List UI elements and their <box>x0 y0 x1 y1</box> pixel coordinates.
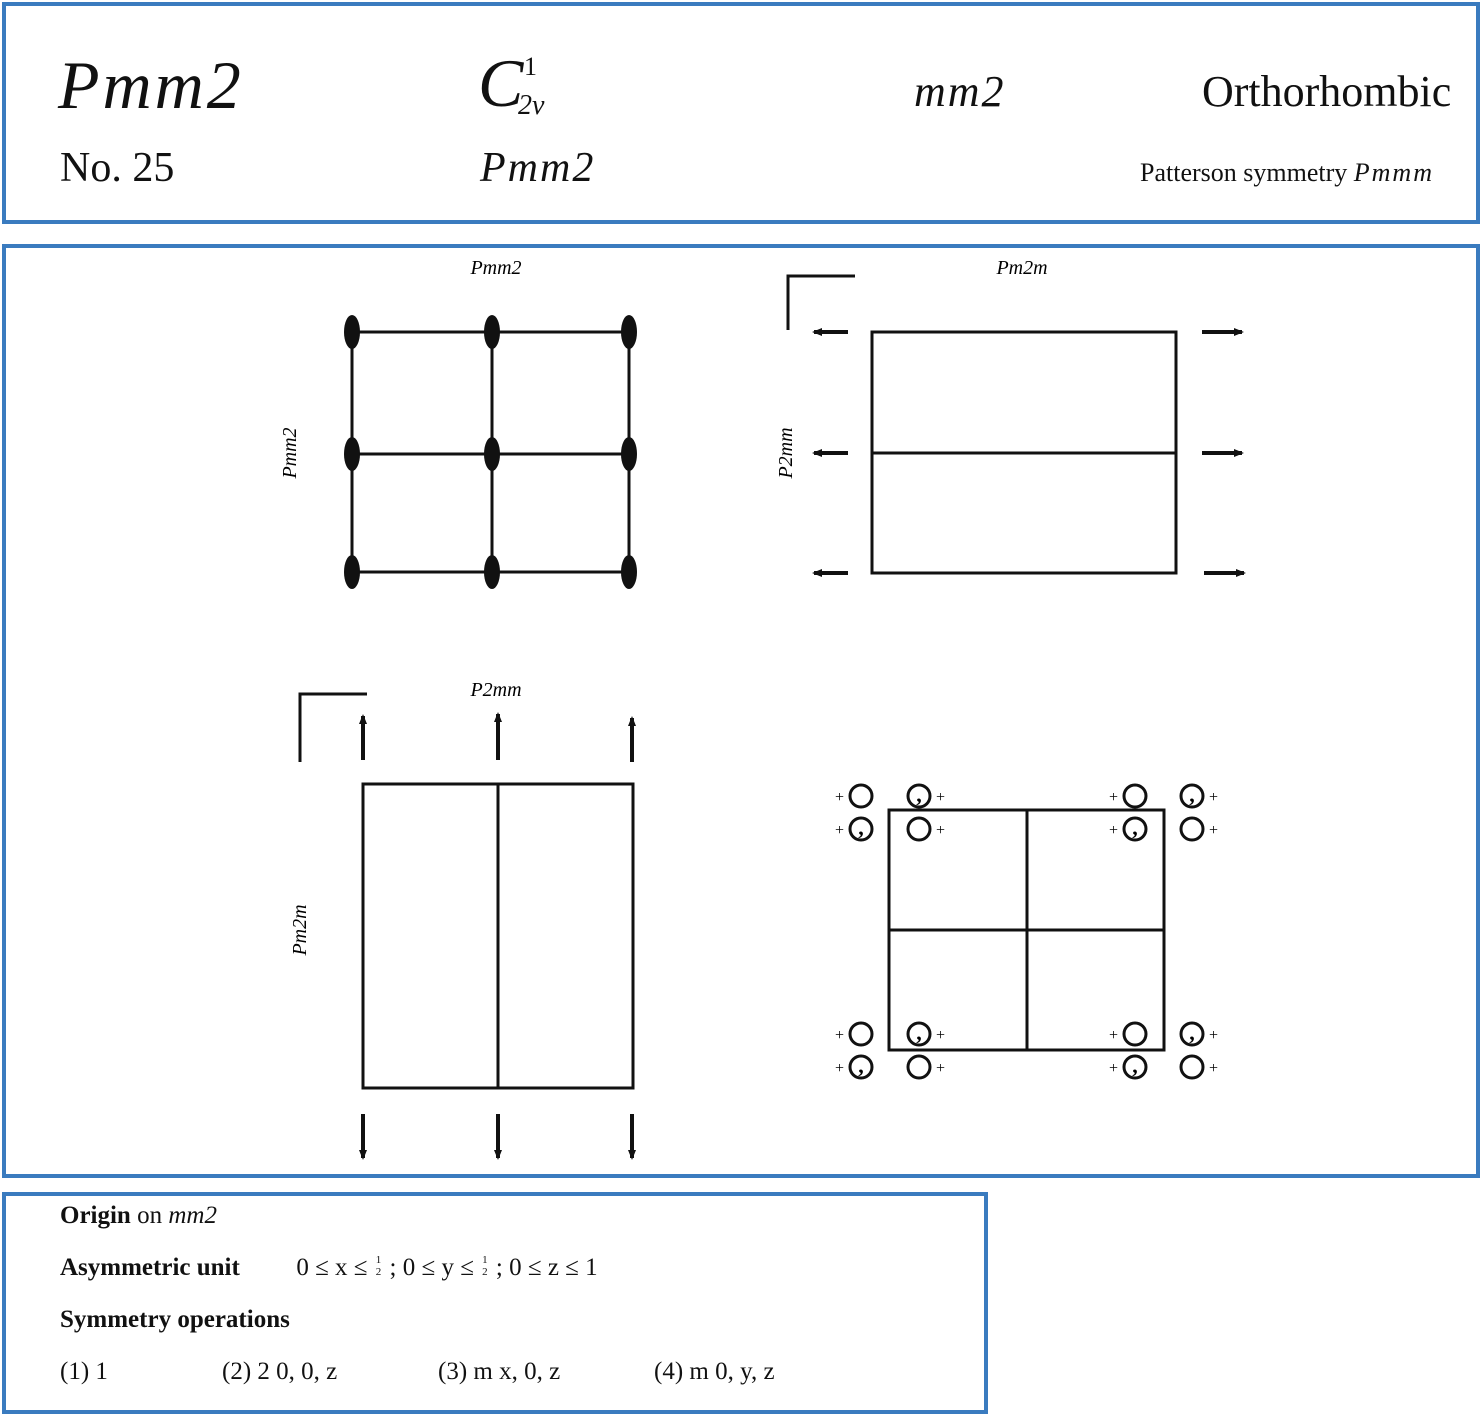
general-position-circle-icon <box>850 785 872 807</box>
general-position-circle-icon <box>1124 785 1146 807</box>
origin-text: on <box>137 1202 163 1229</box>
symop-1: (1) 1 <box>60 1358 108 1385</box>
plus-sign: + <box>834 1027 844 1044</box>
plus-sign: + <box>1108 1060 1118 1077</box>
comma-mark: , <box>916 1020 922 1045</box>
general-position-circle-icon <box>1181 818 1203 840</box>
plus-sign: + <box>834 1060 844 1077</box>
twofold-axis-icon <box>621 315 637 349</box>
plus-sign: + <box>834 789 844 806</box>
general-position-circle-icon <box>908 1056 930 1078</box>
twofold-axis-icon <box>344 315 360 349</box>
patterson-symmetry <box>1140 158 1434 188</box>
schoenflies-subscript: 2v <box>518 90 545 121</box>
info-panel <box>2 1192 988 1414</box>
plus-sign: + <box>1209 1027 1219 1044</box>
asym-part2: ; 0 ≤ y ≤ <box>389 1254 474 1281</box>
comma-mark: , <box>916 782 922 807</box>
plus-sign: + <box>936 789 946 806</box>
general-position-circle-icon <box>908 818 930 840</box>
twofold-axis-icon <box>484 315 500 349</box>
comma-mark: , <box>1132 1053 1138 1078</box>
comma-mark: , <box>858 815 864 840</box>
bottom-left-side-label: Pm2m <box>289 904 311 956</box>
asym-label: Asymmetric unit <box>60 1254 240 1281</box>
top-right-top-label: Pm2m <box>996 257 1048 279</box>
patterson-symbol: Pmmm <box>1353 158 1434 187</box>
space-group-number: No. 25 <box>60 145 175 191</box>
schoenflies-symbol: C <box>478 45 524 121</box>
plus-sign: + <box>1108 1027 1118 1044</box>
point-group: mm2 <box>914 67 1006 116</box>
diagram-general-positions <box>835 782 1218 1078</box>
twofold-axis-icon <box>621 437 637 471</box>
plus-sign: + <box>1209 789 1219 806</box>
fraction-half: 1 2 <box>375 1254 382 1278</box>
general-position-circle-icon <box>1181 1056 1203 1078</box>
twofold-axis-icon <box>484 437 500 471</box>
twofold-axis-icon <box>344 437 360 471</box>
asym-part3: ; 0 ≤ z ≤ 1 <box>495 1254 598 1281</box>
bottom-left-top-label: P2mm <box>470 679 522 701</box>
plus-sign: + <box>1108 789 1118 806</box>
comma-mark: , <box>1189 782 1195 807</box>
origin-corner-icon <box>788 276 855 330</box>
origin-symbol: mm2 <box>168 1202 217 1229</box>
comma-mark: , <box>858 1053 864 1078</box>
plus-sign: + <box>936 1027 946 1044</box>
origin-label: Origin <box>60 1202 131 1229</box>
full-symbol: Pmm2 <box>480 145 596 191</box>
comma-mark: , <box>1189 1020 1195 1045</box>
space-group-symbol: Pmm2 <box>58 47 244 123</box>
comma-mark: , <box>1132 815 1138 840</box>
crystal-system: Orthorhombic <box>1202 67 1452 116</box>
plus-sign: + <box>936 1060 946 1077</box>
twofold-axis-icon <box>621 555 637 589</box>
twofold-axis-icon <box>344 555 360 589</box>
diagram-p2mm-projection <box>289 679 633 1158</box>
top-left-top-label: Pmm2 <box>470 257 522 279</box>
diagrams-canvas <box>6 248 1476 1174</box>
general-position-circle-icon <box>850 1023 872 1045</box>
top-right-side-label: P2mm <box>775 427 797 479</box>
schoenflies-superscript: 1 <box>524 52 537 81</box>
plus-sign: + <box>1209 1060 1219 1077</box>
general-position-circle-icon <box>1124 1023 1146 1045</box>
symop-2: (2) 2 0, 0, z <box>222 1358 338 1385</box>
asym-part1: 0 ≤ x ≤ <box>296 1254 368 1281</box>
plus-sign: + <box>936 822 946 839</box>
plus-sign: + <box>834 822 844 839</box>
plus-sign: + <box>1209 822 1219 839</box>
symop-3: (3) m x, 0, z <box>438 1358 561 1385</box>
diagrams-panel <box>2 244 1480 1178</box>
header-panel <box>2 2 1480 224</box>
origin-corner-icon <box>300 694 367 762</box>
diagram-pm2m-projection <box>775 257 1244 573</box>
fraction-half: 1 2 <box>482 1254 488 1278</box>
top-left-side-label: Pmm2 <box>279 427 301 479</box>
patterson-label: Patterson symmetry <box>1140 158 1348 187</box>
symops-label: Symmetry operations <box>60 1306 290 1333</box>
plus-sign: + <box>1108 822 1118 839</box>
asymmetric-unit-line <box>60 1254 598 1282</box>
origin-line <box>60 1202 217 1230</box>
symop-4: (4) m 0, y, z <box>654 1358 775 1385</box>
twofold-axis-icon <box>484 555 500 589</box>
diagram-pmm2-projection <box>279 257 637 589</box>
